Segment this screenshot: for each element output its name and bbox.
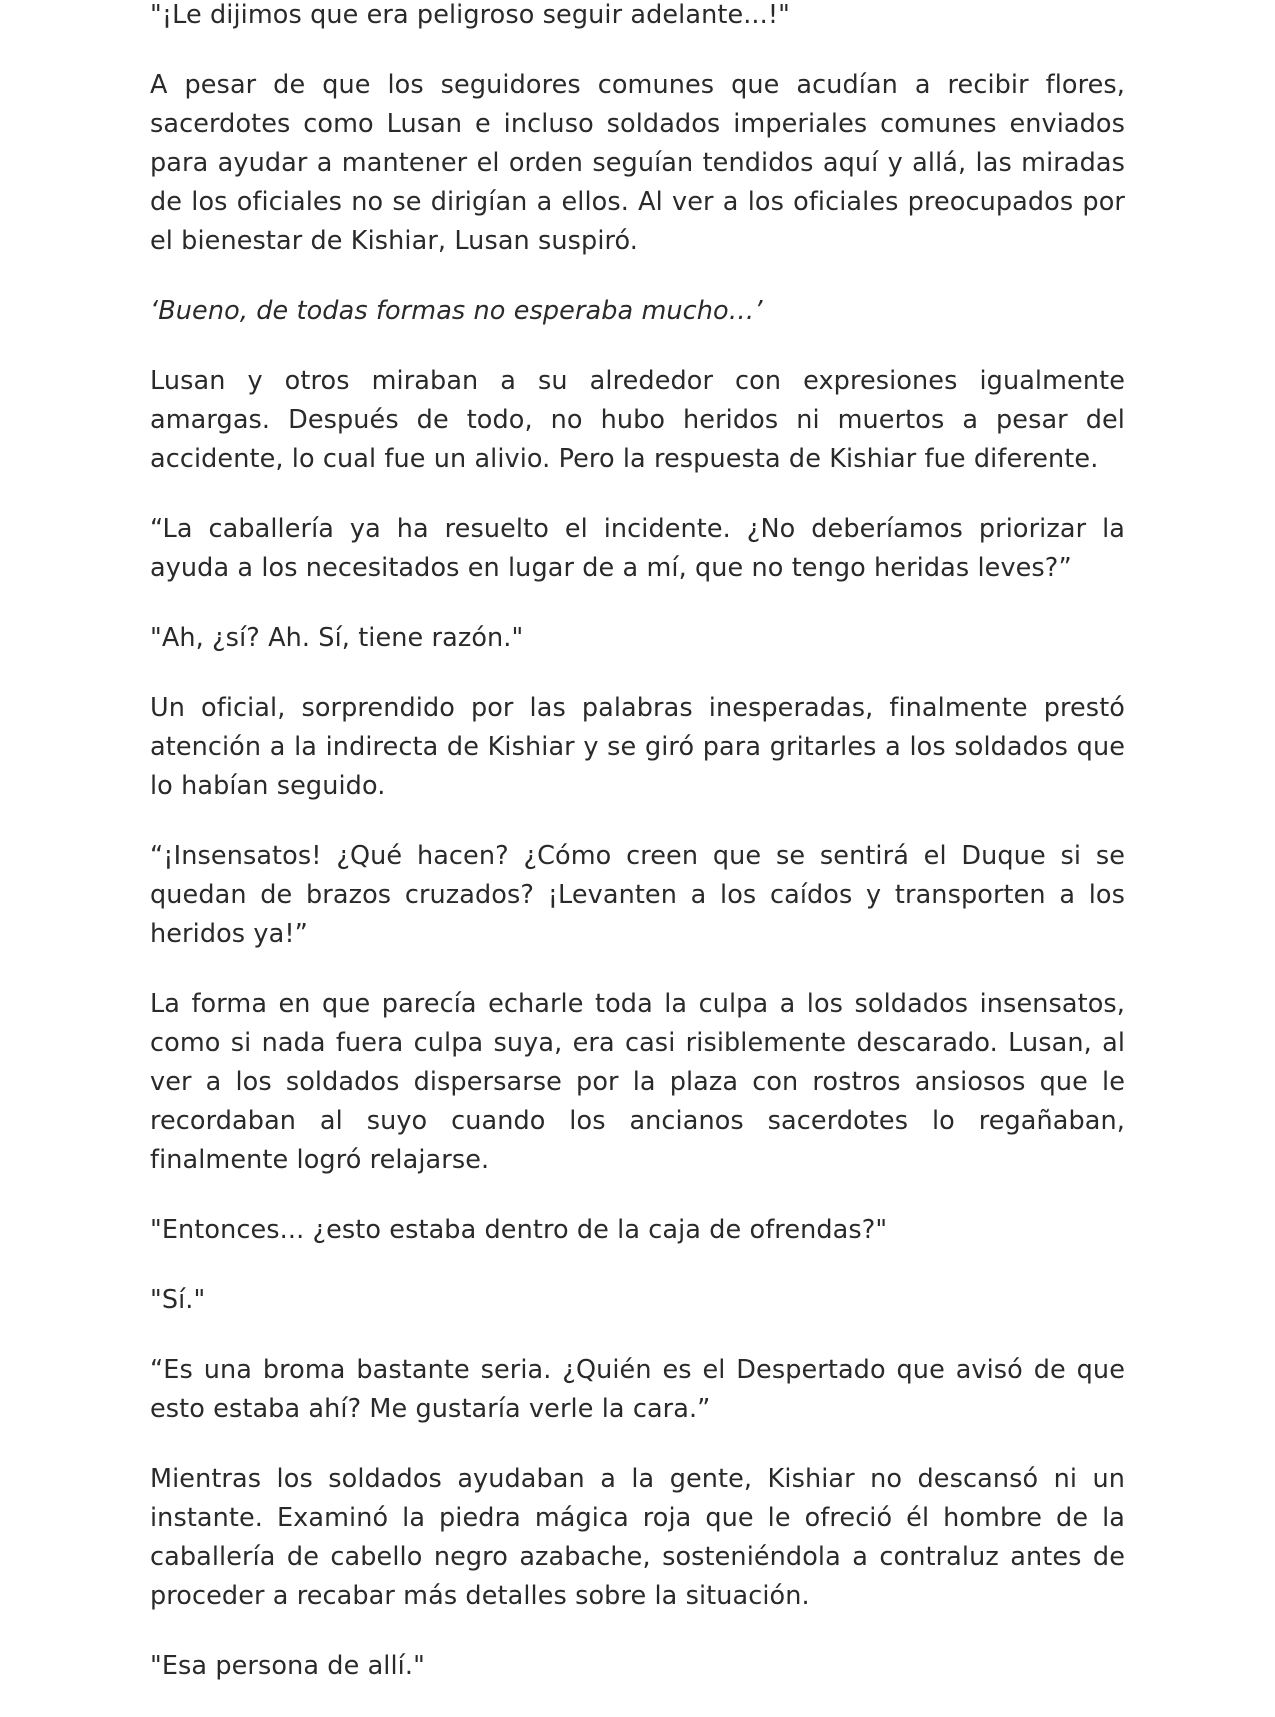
paragraph-2: A pesar de que los seguidores comunes que acudían a recibir flores, sacerdotes como Lusan e incluso soldados imperiales comunes enviados para ayudar a mantener el orden seguían tendidos aquí y allá, las miradas de los oficiales no se dirigían a ellos. Al ver a los oficiales preocupados por el bienestar de Kishiar, Lusan suspiró. — [150, 70, 1125, 256]
paragraph-6-dialogue: "Ah, ¿sí? Ah. Sí, tiene razón." — [150, 623, 524, 653]
paragraph-4: Lusan y otros miraban a su alrededor con expresiones igualmente amargas. Después de todo, no hubo heridos ni muertos a pesar del accidente, lo cual fue un alivio. Pero la respuesta de Kishiar fue diferente. — [150, 366, 1125, 474]
paragraph-1: "¡Le dijimos que era peligroso seguir adelante...!" — [150, 0, 790, 30]
paragraph-8-dialogue: “¡Insensatos! ¿Qué hacen? ¿Cómo creen que se sentirá el Duque si se quedan de brazos cruzados? ¡Levanten a los caídos y transporten a los heridos ya!” — [150, 841, 1125, 949]
paragraph-9: La forma en que parecía echarle toda la culpa a los soldados insensatos, como si nada fuera culpa suya, era casi risiblemente descarado. Lusan, al ver a los soldados dispersarse por la plaza con rostros ansiosos que le recordaban al suyo cuando los ancianos sacerdotes lo regañaban, finalmente logró relajarse. — [150, 989, 1125, 1175]
paragraph-12-dialogue: “Es una broma bastante seria. ¿Quién es el Despertado que avisó de que esto estaba ahí? Me gustaría verle la cara.” — [150, 1355, 1125, 1424]
paragraph-14-dialogue: "Esa persona de allí." — [150, 1651, 425, 1681]
paragraph-13: Mientras los soldados ayudaban a la gente, Kishiar no descansó ni un instante. Examinó la piedra mágica roja que le ofreció él hombre de la caballería de cabello negro azabache, sosteniéndola a contraluz antes de proceder a recabar más detalles sobre la situación. — [150, 1464, 1125, 1611]
paragraph-7: Un oficial, sorprendido por las palabras inesperadas, finalmente prestó atención a la indirecta de Kishiar y se giró para gritarles a los soldados que lo habían seguido. — [150, 693, 1125, 801]
paragraph-11-dialogue: "Sí." — [150, 1285, 206, 1315]
paragraph-3-thought: ‘Bueno, de todas formas no esperaba mucho…’ — [150, 296, 763, 326]
paragraph-10-dialogue: "Entonces... ¿esto estaba dentro de la caja de ofrendas?" — [150, 1215, 888, 1245]
paragraph-5-dialogue: “La caballería ya ha resuelto el incidente. ¿No deberíamos priorizar la ayuda a los necesitados en lugar de a mí, que no tengo heridas leves?” — [150, 514, 1125, 583]
document-page — [150, 0, 1125, 1717]
